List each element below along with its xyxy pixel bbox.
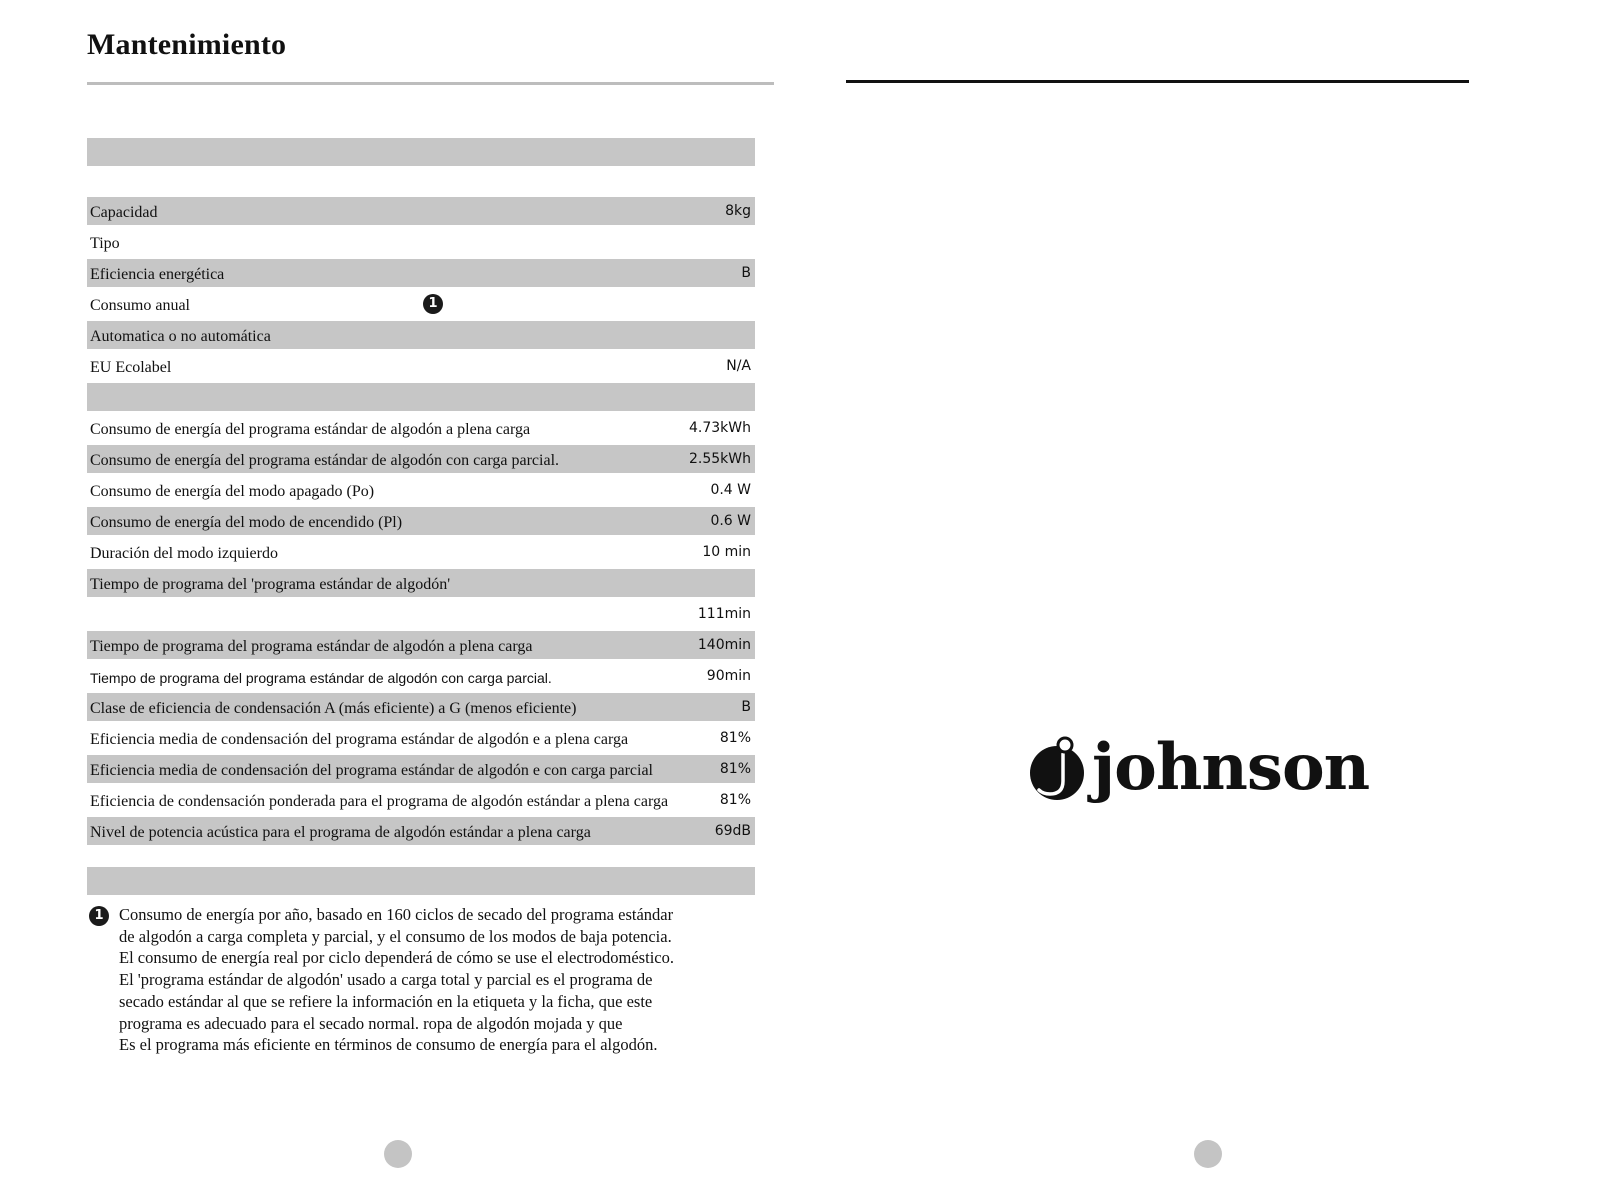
spec-value: B: [741, 699, 751, 715]
spec-row-modo-encendido: [87, 506, 755, 537]
spec-section-band: [87, 382, 755, 413]
page-title: Mantenimiento: [87, 28, 287, 61]
page-number-dot-left: [384, 1140, 412, 1168]
spec-row-tiempo-programa: [87, 568, 755, 599]
footnote-marker-icon: 1: [89, 906, 109, 926]
spec-value: 90min: [706, 668, 751, 684]
spec-label: Eficiencia energética: [90, 266, 225, 283]
spec-value: 81%: [719, 730, 751, 746]
page-number-dot-right: [1194, 1140, 1222, 1168]
spec-value: 10 min: [702, 544, 751, 560]
brand-name: johnson: [1092, 730, 1370, 805]
spec-value: 0.6 W: [710, 513, 751, 529]
spec-row-consumo-anual: [87, 289, 755, 320]
spec-value: 4.73kWh: [689, 420, 751, 436]
spec-row-modo-apagado: [87, 475, 755, 506]
spec-label: Tipo: [90, 235, 120, 252]
spec-label: Eficiencia media de condensación del programa estándar de algodón e con carga parcial: [90, 762, 653, 779]
spec-value: 111min: [697, 606, 751, 622]
spec-row-tiempo-plena: [87, 630, 755, 661]
spec-row-condensacion-ponderada: [87, 785, 755, 816]
footnote-line: Es el programa más eficiente en términos de consumo de energía para el algodón.: [119, 1035, 658, 1055]
spec-value: 140min: [697, 637, 751, 653]
right-title-rule: [846, 80, 1469, 83]
spec-row-energia-plena: [87, 413, 755, 444]
spec-row-capacidad: [87, 196, 755, 227]
footnote-line: de algodón a carga completa y parcial, y el consumo de los modos de baja potencia.: [119, 926, 672, 946]
footnote-line: secado estándar al que se refiere la información en la etiqueta y la ficha, que este: [119, 991, 653, 1011]
spec-row-ecolabel: [87, 351, 755, 382]
spec-label: Consumo de energía del programa estándar de algodón a plena carga: [90, 421, 531, 438]
spec-value: 0.4 W: [710, 482, 751, 498]
footnote-line: Consumo de energía por año, basado en 160 ciclos de secado del programa estándar: [119, 905, 674, 924]
footer-band: [87, 867, 755, 895]
footnote-line: El 'programa estándar de algodón' usado a carga total y parcial es el programa de: [119, 970, 653, 990]
spec-value: N/A: [726, 358, 751, 374]
footnote-text: [119, 904, 674, 1056]
spec-value: 69dB: [714, 823, 751, 839]
spec-label: EU Ecolabel: [90, 359, 172, 376]
left-title-rule: [87, 82, 774, 85]
spec-row-potencia-acustica: [87, 816, 755, 847]
spec-label: Tiempo de programa del programa estándar de algodón con carga parcial.: [90, 670, 552, 686]
footnote-marker-icon: 1: [423, 294, 443, 314]
johnson-logo-icon: [1030, 736, 1088, 802]
footnote-line: programa es adecuado para el secado normal. ropa de algodón mojada y que: [119, 1013, 623, 1033]
spec-value: B: [741, 265, 751, 281]
spec-label: Tiempo de programa del 'programa estándar de algodón': [90, 576, 451, 593]
spec-value: 81%: [719, 792, 751, 808]
spec-label: Consumo anual: [90, 297, 190, 314]
spec-row-tiempo-parcial: [87, 661, 755, 692]
spec-row-automatica: [87, 320, 755, 351]
spec-label: Duración del modo izquierdo: [90, 545, 278, 562]
spec-value: 8kg: [725, 203, 751, 219]
spec-label: Automatica o no automática: [90, 328, 271, 345]
spec-value: 2.55kWh: [689, 451, 751, 467]
spec-row-energia-parcial: [87, 444, 755, 475]
spec-row-tipo: [87, 227, 755, 258]
spec-label: Nivel de potencia acústica para el programa de algodón estándar a plena carga: [90, 824, 591, 841]
spec-row-clase-condensacion: [87, 692, 755, 723]
spec-label: Clase de eficiencia de condensación A (más eficiente) a G (menos eficiente): [90, 700, 577, 717]
spec-row-duracion: [87, 537, 755, 568]
spec-value: 81%: [719, 761, 751, 777]
spec-row-tiempo-ponderado: [87, 599, 755, 630]
spec-row-eficiencia: [87, 258, 755, 289]
spec-label: Consumo de energía del modo de encendido (Pl): [90, 514, 403, 531]
spec-label: Consumo de energía del modo apagado (Po): [90, 483, 375, 500]
footnote-line: El consumo de energía real por ciclo dependerá de cómo se use el electrodoméstico.: [119, 948, 674, 968]
spec-row-condensacion-parcial: [87, 754, 755, 785]
spec-label: Tiempo de programa del programa estándar de algodón a plena carga: [90, 638, 533, 655]
spec-label: Eficiencia media de condensación del programa estándar de algodón e a plena carga: [90, 731, 629, 748]
spec-label: Consumo de energía del programa estándar de algodón con carga parcial.: [90, 452, 560, 469]
spec-label: Capacidad: [90, 204, 158, 221]
spec-table: [87, 196, 755, 847]
header-band: [87, 138, 755, 166]
spec-row-condensacion-plena: [87, 723, 755, 754]
spec-label: Eficiencia de condensación ponderada para el programa de algodón estándar a plena carga: [90, 793, 669, 810]
